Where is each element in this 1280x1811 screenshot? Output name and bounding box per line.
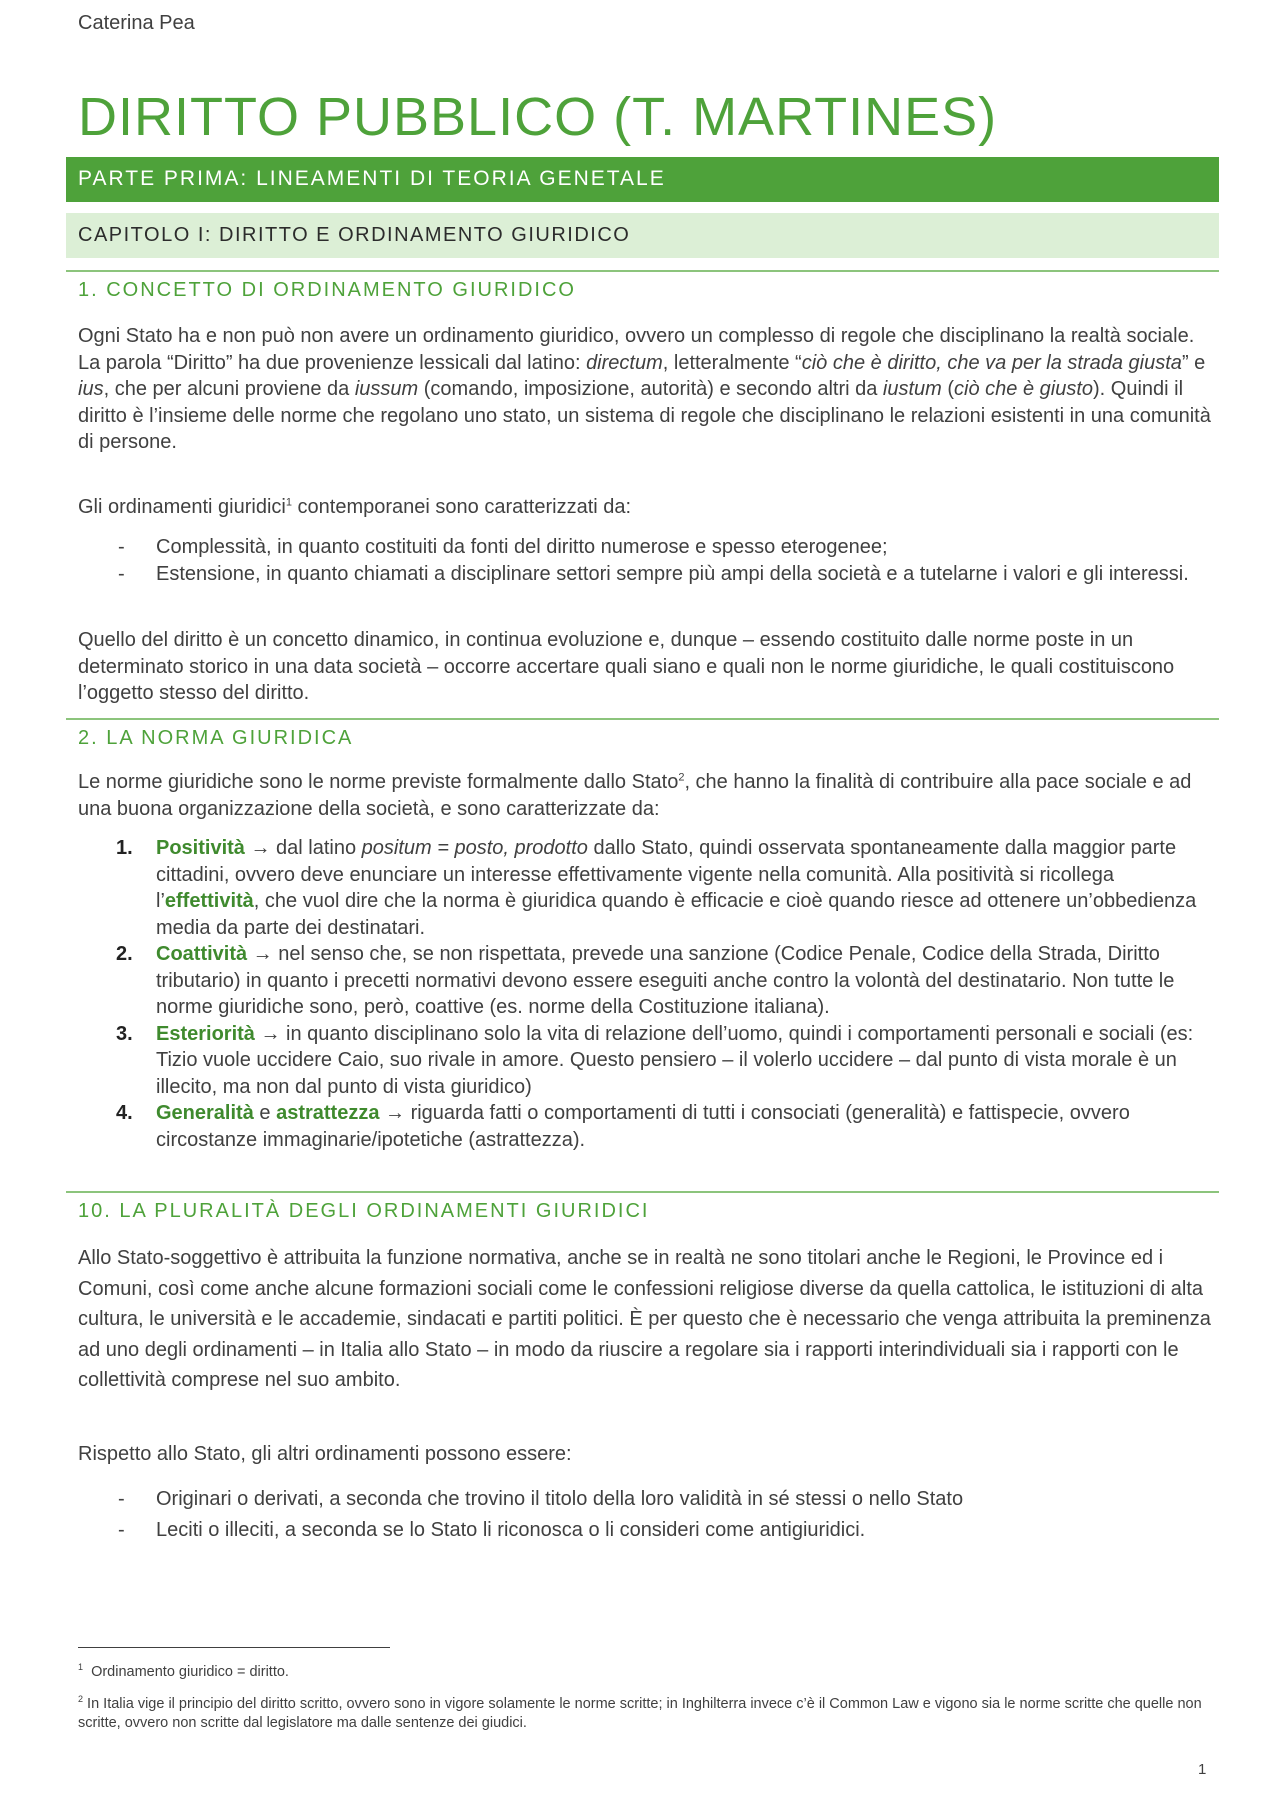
- list-item: 4. Generalità e astrattezza → riguarda fatti o comportamenti di tutti i consociati (generalità) e fattispecie, ovvero circostanze immaginarie/ipotetiche (astrattezza).: [116, 1102, 1130, 1151]
- author-name: Caterina Pea: [78, 12, 195, 34]
- paragraph: Gli ordinamenti giuridici$^1$ contemporanei sono caratterizzati da:: [78, 496, 632, 518]
- dash-list: [78, 534, 1218, 587]
- dash-list: [78, 1484, 1218, 1546]
- section-title-2: 2. LA NORMA GIURIDICA: [78, 727, 354, 749]
- list-item: 3. Esteriorità → in quanto disciplinano solo la vita di relazione dell’uomo, quindi i comportamenti personali e sociali (es: Tizio vuole uccidere Caio, suo rivale in amore. Questo pensiero – il volerlo uccidere – dal punto di vista morale è un illecito, ma non dal punto di vista giuridico): [116, 1022, 1194, 1098]
- section-rule: [66, 270, 1219, 272]
- page-number: 1: [1198, 1761, 1207, 1778]
- list-item: - Complessità, in quanto costituiti da fonti del diritto numerose e spesso eterogenee;: [118, 536, 888, 558]
- footnote-ref[interactable]: 2: [678, 771, 685, 784]
- section-title-10: 10. LA PLURALITÀ DEGLI ORDINAMENTI GIURIDICI: [78, 1200, 650, 1222]
- list-item: 2. Coattività → nel senso che, se non rispettata, prevede una sanzione (Codice Penale, Codice della Strada, Diritto tributario) in quanto i precetti normativi devono essere eseguiti anche contro la volontà del destinatario. Non tutte le norme giuridiche sono, però, coattive (es. norme della Costituzione italiana).: [116, 943, 1175, 1018]
- list-item: - Leciti o illeciti, a seconda se lo Stato li riconosca o li consideri come antigiuridici.: [118, 1519, 866, 1541]
- footnote-separator: [78, 1647, 390, 1648]
- section-title-1: 1. CONCETTO DI ORDINAMENTO GIURIDICO: [78, 279, 576, 301]
- list-item: - Originari o derivati, a seconda che trovino il titolo della loro validità in sé stessi o nello Stato: [118, 1488, 964, 1510]
- footnote-1: $^1$ Ordinamento giuridico = diritto.: [78, 1662, 289, 1680]
- part-heading: PARTE PRIMA: LINEAMENTI DI TEORIA GENETALE: [66, 157, 1219, 202]
- paragraph: Le norme giuridiche sono le norme previste formalmente dallo Stato$^2$, che hanno la finalità di contribuire alla pace sociale e ad una buona organizzazione della società, e sono caratterizzate da:: [78, 771, 1192, 820]
- paragraph: Allo Stato-soggettivo è attribuita la funzione normativa, anche se in realtà ne sono titolari anche le Regioni, le Province ed i Comuni, così come anche alcune formazioni sociali come le confessioni religiose diverse da quella cattolica, le istituzioni di alta cultura, le università e le accademie, sindacati e partiti politici. È per questo che è necessario che venga attribuita la preminenza ad uno degli ordinamenti – in Italia allo Stato – in modo da riuscire a regolare sia i rapporti interindividuali sia i rapporti con le collettività comprese nel suo ambito.: [78, 1247, 1211, 1391]
- footnote-ref[interactable]: 1: [285, 496, 292, 509]
- section-rule: [66, 1191, 1219, 1193]
- footnote-2: $^2$ In Italia vige il principio del diritto scritto, ovvero sono in vigore solamente le norme scritte; in Inghilterra invece c’è il Common Law e vigono sia le norme scritte che quelle non scritte, ovvero non scritte dal legislatore ma dalle sentenze dei giudici.: [78, 1694, 1202, 1731]
- paragraph: Quello del diritto è un concetto dinamico, in continua evoluzione e, dunque – essendo costituito dalle norme poste in un determinato storico in una data società – occorre accertare quali siano e quali non le norme giuridiche, le quali costituiscono l’oggetto stesso del diritto.: [78, 629, 1175, 704]
- section-rule: [66, 718, 1219, 720]
- document-title: DIRITTO PUBBLICO (T. MARTINES): [78, 87, 998, 147]
- paragraph: Ogni Stato ha e non può non avere un ordinamento giuridico, ovvero un complesso di regole che disciplinano la realtà sociale. La parola “Diritto” ha due provenienze lessicali dal latino: directum, letteralmente “ciò che è diritto, che va per la strada giusta” e ius, che per alcuni proviene da iussum (comando, imposizione, autorità) e secondo altri da iustum (ciò che è giusto). Quindi il diritto è l’insieme delle norme che regolano uno stato, un sistema di regole che disciplinano le relazioni esistenti in una comunità di persone.: [78, 325, 1211, 453]
- list-item: 1. Positività → dal latino positum = posto, prodotto dallo Stato, quindi osservata spontaneamente dalla maggior parte cittadini, ovvero deve enunciare un interesse effettivamente vigente nella comunità. Alla positività si ricollega l’effettività, che vuol dire che la norma è giuridica quando è efficacie e cioè quando riesce ad ottenere un’obbedienza media da parte dei destinatari.: [116, 837, 1197, 939]
- list-item: - Estensione, in quanto chiamati a disciplinare settori sempre più ampi della società e a tutelarne i valori e gli interessi.: [118, 562, 1189, 585]
- chapter-heading: CAPITOLO I: DIRITTO E ORDINAMENTO GIURIDICO: [66, 213, 1219, 258]
- numbered-list: [78, 835, 1218, 1153]
- paragraph: Rispetto allo Stato, gli altri ordinamenti possono essere:: [78, 1443, 572, 1465]
